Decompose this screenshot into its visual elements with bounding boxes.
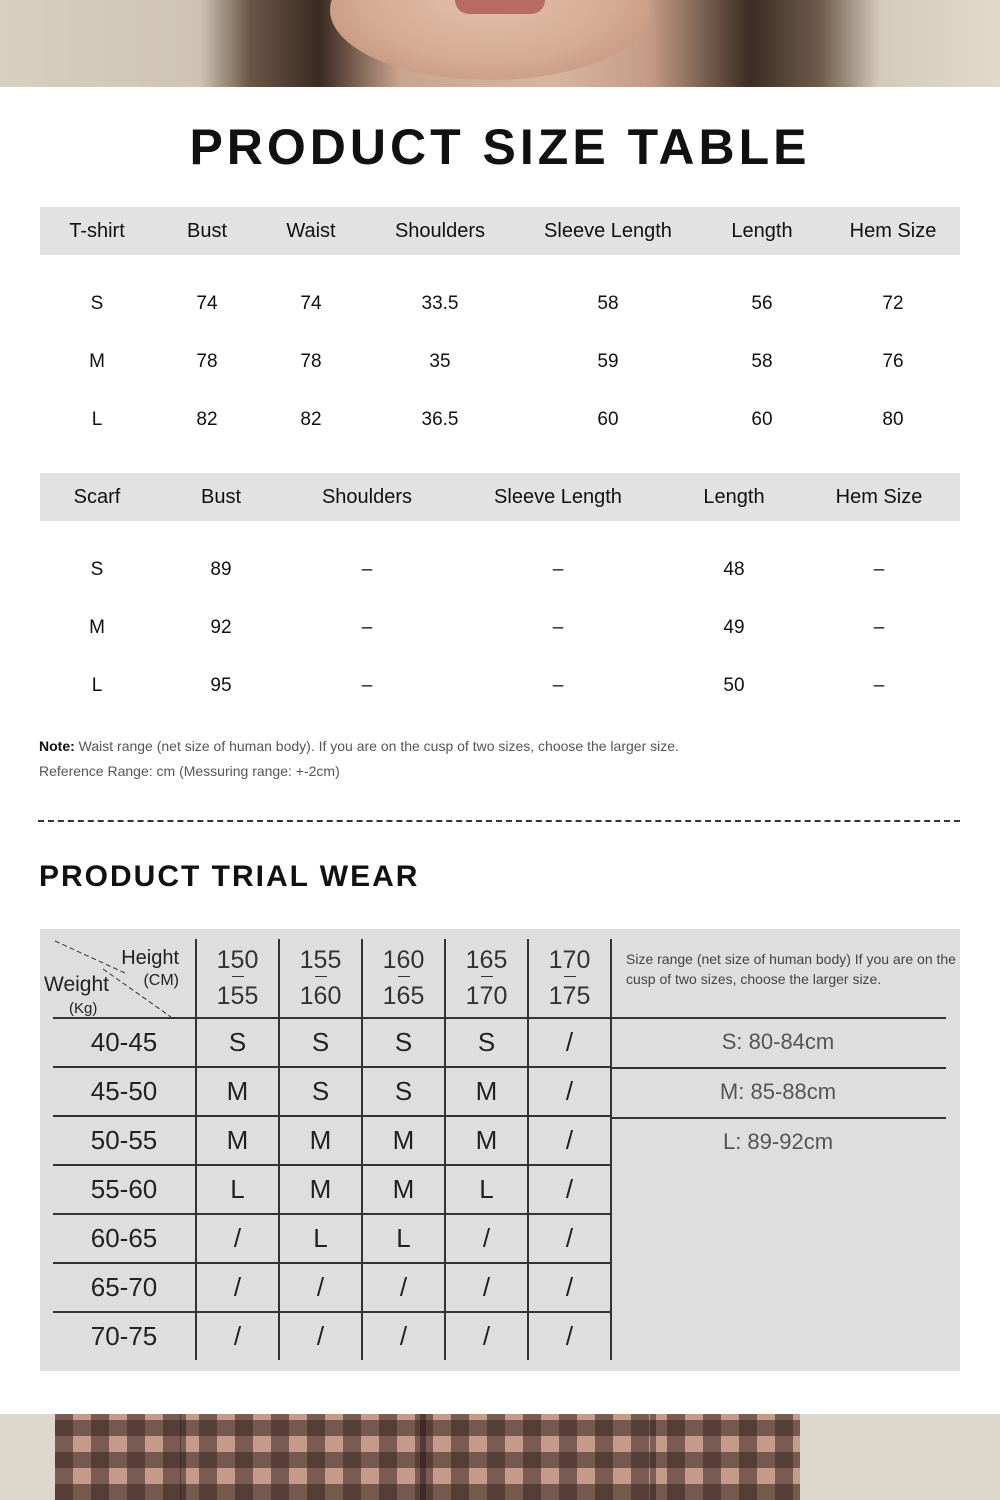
- table-cell: 58: [597, 293, 619, 314]
- table-cell: –: [361, 675, 373, 696]
- table-row: [40, 333, 960, 391]
- skirt-pleat: [420, 1414, 426, 1500]
- height-range-to: 160: [299, 981, 342, 1010]
- table-cell: –: [873, 617, 885, 638]
- size-cell: S: [279, 1018, 362, 1067]
- height-range-cell: [279, 939, 362, 1018]
- table-cell: –: [552, 617, 564, 638]
- table-row: [40, 657, 960, 715]
- table-row: [40, 541, 960, 599]
- bottom-skirt-photo: [0, 1414, 1000, 1500]
- size-cell: L: [196, 1165, 279, 1214]
- height-range-cell: [196, 939, 279, 1018]
- table-cell: 60: [751, 409, 773, 430]
- table-cell: 89: [210, 559, 232, 580]
- tshirt-header-cell: Shoulders: [394, 219, 486, 242]
- scarf-header-cell: Sleeve Length: [494, 485, 622, 508]
- scarf-header-cell: Hem Size: [835, 485, 923, 508]
- trial-row: [53, 1018, 611, 1067]
- trial-row: [53, 1263, 611, 1312]
- tshirt-header-cell: Waist: [286, 219, 336, 242]
- tshirt-header-cell: Bust: [186, 219, 228, 242]
- size-range-s: S: 80-84cm: [610, 1017, 946, 1067]
- size-range-m: M: 85-88cm: [610, 1067, 946, 1117]
- table-cell: 82: [300, 409, 322, 430]
- height-range-from: 170: [548, 945, 591, 974]
- table-cell: S: [90, 293, 104, 314]
- weight-range-cell: 65-70: [53, 1263, 196, 1312]
- size-cell: S: [362, 1018, 445, 1067]
- size-cell: /: [528, 1116, 611, 1165]
- size-cell: M: [196, 1067, 279, 1116]
- size-cell: /: [528, 1067, 611, 1116]
- tshirt-header-cell: T-shirt: [69, 219, 125, 242]
- size-cell: L: [362, 1214, 445, 1263]
- weight-range-cell: 45-50: [53, 1067, 196, 1116]
- size-cell: S: [196, 1018, 279, 1067]
- table-row: [40, 599, 960, 657]
- table-cell: 33.5: [421, 293, 459, 314]
- table-cell: L: [91, 675, 103, 696]
- height-range-cell: [362, 939, 445, 1018]
- size-range-l: L: 89-92cm: [610, 1117, 946, 1167]
- skirt-pleat: [180, 1414, 186, 1500]
- size-cell: S: [279, 1067, 362, 1116]
- tshirt-header-cell: Sleeve Length: [544, 219, 672, 242]
- table-cell: 92: [210, 617, 232, 638]
- note-text: Waist range (net size of human body). If you are on the cusp of two sizes, choose the larger size.: [74, 738, 679, 754]
- size-cell: /: [196, 1214, 279, 1263]
- height-range-to: 155: [216, 981, 259, 1010]
- size-cell: L: [279, 1214, 362, 1263]
- trial-side-note: Size range (net size of human body) If you are on the cusp of two sizes, choose the larger size.: [626, 951, 956, 987]
- scarf-header-cell: Bust: [200, 485, 242, 508]
- size-cell: /: [362, 1263, 445, 1312]
- weight-range-cell: 40-45: [53, 1018, 196, 1067]
- table-cell: –: [552, 675, 564, 696]
- table-cell: 49: [723, 617, 745, 638]
- size-cell: L: [445, 1165, 528, 1214]
- model-lips: [455, 0, 545, 14]
- table-cell: –: [873, 675, 885, 696]
- trial-row: [53, 1116, 611, 1165]
- skirt-pleat: [650, 1414, 656, 1500]
- trial-body: [53, 1018, 611, 1360]
- table-cell: –: [361, 617, 373, 638]
- table-cell: 72: [882, 293, 904, 314]
- weight-range-cell: 70-75: [53, 1312, 196, 1360]
- scarf-header-cell: Length: [703, 485, 765, 508]
- size-cell: /: [528, 1018, 611, 1067]
- height-range-to: 170: [465, 981, 508, 1010]
- tshirt-table-body: [40, 255, 960, 449]
- table-cell: –: [361, 559, 373, 580]
- height-unit-label: (CM): [143, 972, 179, 989]
- trial-row: [53, 1214, 611, 1263]
- size-cell: /: [445, 1214, 528, 1263]
- tshirt-header-cell: Length: [731, 219, 793, 242]
- table-cell: 48: [723, 559, 745, 580]
- table-cell: –: [873, 559, 885, 580]
- height-range-to: 175: [548, 981, 591, 1010]
- table-cell: 56: [751, 293, 773, 314]
- size-cell: M: [445, 1067, 528, 1116]
- size-cell: S: [445, 1018, 528, 1067]
- height-range-from: 150: [216, 945, 259, 974]
- trial-corner-cell: [44, 939, 196, 1018]
- scarf-table-header: [40, 473, 960, 521]
- note-label: Note:: [39, 738, 75, 754]
- size-cell: /: [279, 1263, 362, 1312]
- table-cell: M: [89, 351, 105, 372]
- height-label: Height: [121, 947, 179, 969]
- table-cell: 36.5: [421, 409, 459, 430]
- table-cell: 58: [751, 351, 773, 372]
- table-cell: 95: [210, 675, 232, 696]
- size-cell: S: [362, 1067, 445, 1116]
- scarf-header-cell: Shoulders: [321, 485, 413, 508]
- trial-wear-title: PRODUCT TRIAL WEAR: [39, 860, 420, 893]
- size-cell: /: [196, 1312, 279, 1360]
- size-cell: /: [528, 1165, 611, 1214]
- height-range-to: 165: [382, 981, 425, 1010]
- size-cell: M: [196, 1116, 279, 1165]
- table-cell: 76: [882, 351, 904, 372]
- table-cell: M: [89, 617, 105, 638]
- trial-row: [53, 1165, 611, 1214]
- size-cell: M: [362, 1116, 445, 1165]
- weight-range-cell: 60-65: [53, 1214, 196, 1263]
- weight-range-cell: 55-60: [53, 1165, 196, 1214]
- table-cell: L: [91, 409, 103, 430]
- size-cell: /: [445, 1263, 528, 1312]
- size-cell: /: [528, 1263, 611, 1312]
- weight-label: Weight: [44, 973, 109, 996]
- size-cell: /: [362, 1312, 445, 1360]
- size-cell: M: [279, 1165, 362, 1214]
- reference-range-note: Reference Range: cm (Messuring range: +-2cm): [39, 763, 340, 779]
- size-note: [39, 738, 679, 754]
- height-range-from: 165: [465, 945, 508, 974]
- table-cell: 78: [196, 351, 218, 372]
- height-range-from: 155: [299, 945, 342, 974]
- tshirt-size-table: [40, 207, 960, 449]
- plaid-skirt: [55, 1414, 800, 1500]
- trial-row: [53, 1312, 611, 1360]
- size-cell: /: [196, 1263, 279, 1312]
- table-row: [40, 391, 960, 449]
- trial-row: [53, 1067, 611, 1116]
- table-cell: S: [90, 559, 104, 580]
- tshirt-table-header: [40, 207, 960, 255]
- size-cell: /: [445, 1312, 528, 1360]
- weight-range-cell: 50-55: [53, 1116, 196, 1165]
- height-range-cell: [445, 939, 528, 1018]
- height-range-from: 160: [382, 945, 425, 974]
- trial-wear-table: [44, 939, 612, 1360]
- trial-header-row: [53, 939, 611, 1018]
- trial-wear-panel: [40, 929, 960, 1371]
- dashed-divider: [38, 820, 960, 822]
- table-cell: 78: [300, 351, 322, 372]
- table-cell: 80: [882, 409, 904, 430]
- table-cell: 74: [196, 293, 218, 314]
- size-cell: M: [279, 1116, 362, 1165]
- scarf-size-table: [40, 473, 960, 715]
- size-cell: M: [445, 1116, 528, 1165]
- table-row: [40, 275, 960, 333]
- size-cell: M: [362, 1165, 445, 1214]
- top-model-photo: [0, 0, 1000, 87]
- table-cell: –: [552, 559, 564, 580]
- table-cell: 82: [196, 409, 218, 430]
- tshirt-header-cell: Hem Size: [849, 219, 937, 242]
- table-cell: 50: [723, 675, 745, 696]
- size-cell: /: [279, 1312, 362, 1360]
- table-cell: 74: [300, 293, 322, 314]
- scarf-header-cell: Scarf: [73, 485, 121, 508]
- size-cell: /: [528, 1312, 611, 1360]
- size-range-column: [610, 1017, 946, 1167]
- height-range-cell: [528, 939, 611, 1018]
- scarf-table-body: [40, 521, 960, 715]
- table-cell: 59: [597, 351, 619, 372]
- page-title: PRODUCT SIZE TABLE: [189, 119, 811, 175]
- weight-unit-label: (Kg): [69, 1000, 98, 1017]
- table-cell: 35: [429, 351, 451, 372]
- table-cell: 60: [597, 409, 619, 430]
- size-cell: /: [528, 1214, 611, 1263]
